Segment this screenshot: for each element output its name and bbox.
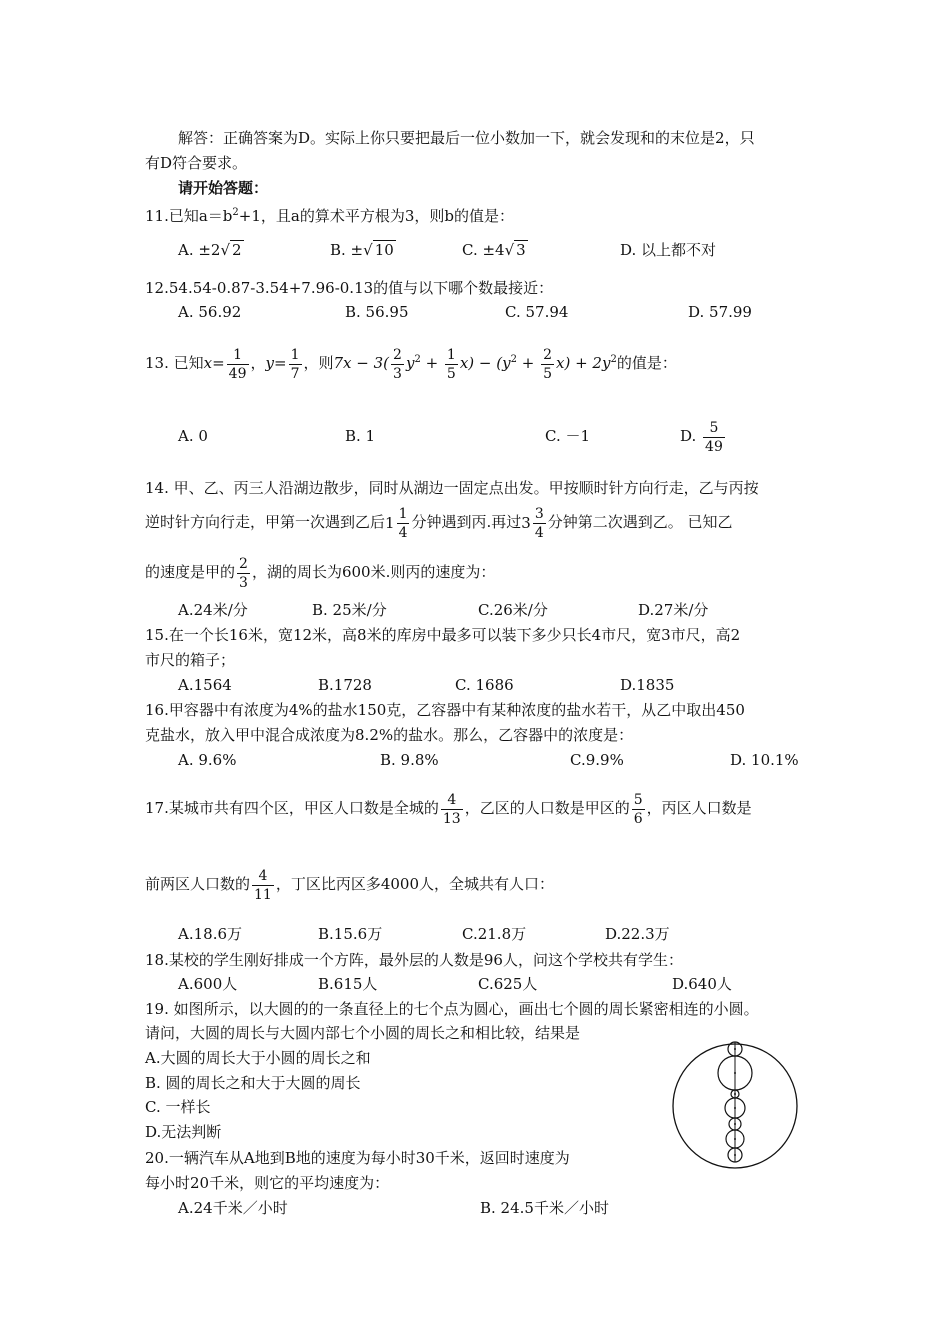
q13-option-a: A. 0 <box>178 427 208 445</box>
q15-option-b: B.1728 <box>318 676 372 694</box>
q12-option-d: D. 57.99 <box>688 303 752 321</box>
q13-option-b: B. 1 <box>345 427 376 445</box>
q19-option-a: A.大圆的周长大于小圆的周长之和 <box>145 1049 371 1067</box>
q12-option-c: C. 57.94 <box>505 303 569 321</box>
q19-option-b: B. 圆的周长之和大于大圆的周长 <box>145 1074 361 1092</box>
q16-option-b: B. 9.8% <box>380 751 439 769</box>
solution-line-2: 有D符合要求。 <box>145 154 248 172</box>
q16-option-a: A. 9.6% <box>178 751 237 769</box>
q16-option-c: C.9.9% <box>570 751 624 769</box>
q12-option-b: B. 56.95 <box>345 303 409 321</box>
q14-option-d: D.27米/分 <box>638 601 709 619</box>
q11-option-c: C. ±4√ 3 <box>462 241 526 259</box>
q16-option-d: D. 10.1% <box>730 751 799 769</box>
q20-option-b: B. 24.5千米／小时 <box>480 1199 609 1217</box>
q14-line-2: 逆时针方向行走，甲第一次遇到乙后1 $\frac{1}{4}$ 分钟遇到丙.再过3 $\frac{3}{4}$ 分钟第二次遇到乙。 已知乙 <box>145 505 733 541</box>
q13-stem: 13. 已知x= $\frac{1}{49}$ ，y= $\frac{1}{7}$ ，则7x − 3( $\frac{2}{3}$ $y^2$ + $\frac{1}{5}$ $x) - (y^2$ + $\frac{2}{5}$ $x) + 2y^2$的值是： <box>145 346 677 382</box>
q11-option-a: A. ±2√ 2 <box>178 241 242 259</box>
q19-option-c: C. 一样长 <box>145 1098 211 1116</box>
q18-stem: 18.某校的学生刚好排成一个方阵，最外层的人数是96人，问这个学校共有学生： <box>145 951 683 969</box>
q15-line-2: 市尺的箱子； <box>145 651 236 669</box>
q14-option-a: A.24米/分 <box>178 601 248 619</box>
q19-option-d: D.无法判断 <box>145 1123 222 1141</box>
q18-option-c: C.625人 <box>478 975 538 993</box>
q14-line-1: 14. 甲、乙、丙三人沿湖边散步，同时从湖边一固定点出发。甲按顺时针方向行走，乙与丙按 <box>145 479 759 497</box>
q16-line-2: 克盐水，放入甲中混合成浓度为8.2%的盐水。那么，乙容器中的浓度是： <box>145 726 634 744</box>
circles-figure <box>668 1036 808 1176</box>
q14-option-c: C.26米/分 <box>478 601 548 619</box>
q15-option-a: A.1564 <box>178 676 232 694</box>
q12-option-a: A. 56.92 <box>178 303 242 321</box>
q11-option-b: B. ±√ 10 <box>330 241 394 259</box>
q18-option-a: A.600人 <box>178 975 238 993</box>
q11-option-d: D. 以上都不对 <box>620 241 717 259</box>
solution-line-1: 解答：正确答案为D。实际上你只要把最后一位小数加一下，就会发现和的末位是2，只 <box>178 129 755 147</box>
q17-option-a: A.18.6万 <box>178 925 242 943</box>
q11-stem: 11.已知$a=b^2+1$，且a的算术平方根为3，则b的值是： <box>145 207 514 225</box>
q19-line-2: 请问，大圆的周长与大圆内部七个小圆的周长之和相比较，结果是 <box>145 1024 581 1042</box>
q15-line-1: 15.在一个长16米，宽12米，高8米的库房中最多可以装下多少只长4市尺，宽3市尺，高2 <box>145 626 741 644</box>
q17-option-b: B.15.6万 <box>318 925 383 943</box>
q13-option-c: C. －1 <box>545 427 591 445</box>
q15-option-c: C. 1686 <box>455 676 514 694</box>
q12-stem: 12.54.54-0.87-3.54+7.96-0.13的值与以下哪个数最接近： <box>145 279 554 297</box>
q13-option-d: D. $\frac{5}{49}$ <box>680 419 723 455</box>
q18-option-b: B.615人 <box>318 975 378 993</box>
q14-option-b: B. 25米/分 <box>312 601 387 619</box>
q14-line-3: 的速度是甲的 $\frac{2}{3}$ ，湖的周长为600米.则丙的速度为： <box>145 555 496 591</box>
section-heading: 请开始答题： <box>178 179 269 197</box>
q17-line-2: 前两区人口数的 $\frac{4}{11}$ ，丁区比丙区多4000人，全城共有人口： <box>145 867 555 903</box>
q17-line-1: 17.某城市共有四个区，甲区人口数是全城的 $\frac{4}{13}$ ，乙区的人口数是甲区的 $\frac{5}{6}$ ，丙区人口数是 <box>145 791 752 827</box>
q20-line-2: 每小时20千米，则它的平均速度为： <box>145 1174 390 1192</box>
q17-option-d: D.22.3万 <box>605 925 670 943</box>
q17-option-c: C.21.8万 <box>462 925 527 943</box>
q18-option-d: D.640人 <box>672 975 732 993</box>
q20-line-1: 20.一辆汽车从A地到B地的速度为每小时30千米，返回时速度为 <box>145 1149 570 1167</box>
q19-line-1: 19. 如图所示，以大圆的的一条直径上的七个点为圆心，画出七个圆的周长紧密相连的小圆。 <box>145 1000 759 1018</box>
q20-option-a: A.24千米／小时 <box>178 1199 288 1217</box>
q16-line-1: 16.甲容器中有浓度为4%的盐水150克，乙容器中有某种浓度的盐水若干，从乙中取出450 <box>145 701 745 719</box>
q15-option-d: D.1835 <box>620 676 675 694</box>
